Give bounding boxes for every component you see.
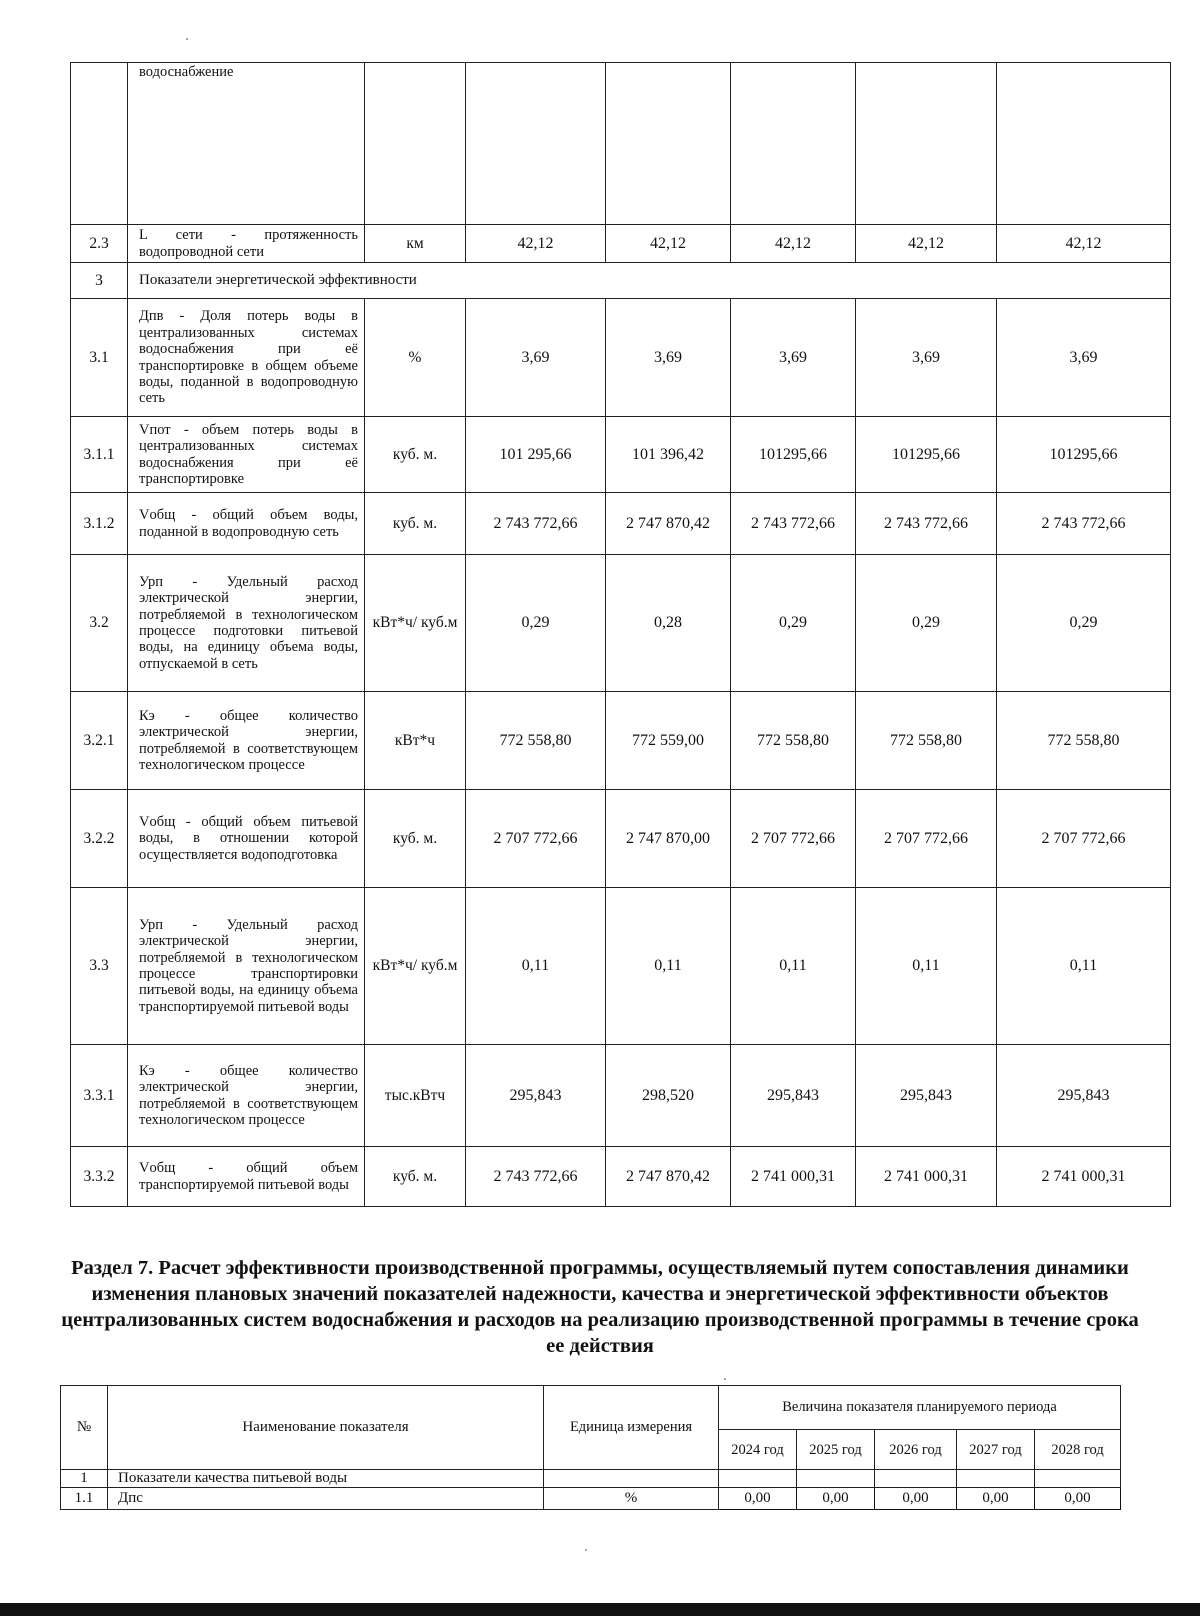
value-2028: 295,843 [997, 1045, 1171, 1147]
value-2028: 0,29 [997, 555, 1171, 692]
row-name: Vобщ - общий объем воды, поданной в водопроводную сеть [128, 493, 365, 555]
value-2025: 0,28 [606, 555, 731, 692]
row-number: 3.3.1 [71, 1045, 128, 1147]
row-unit: куб. м. [365, 493, 466, 555]
row-number: 3.1.2 [71, 493, 128, 555]
header-year: 2026 год [875, 1430, 957, 1470]
section-heading: Показатели энергетической эффективности [128, 263, 1171, 299]
row-unit: куб. м. [365, 790, 466, 888]
value-2024: 0,00 [719, 1488, 797, 1510]
value-2026: 0,11 [731, 888, 856, 1045]
section-row [71, 263, 1171, 299]
header-row [61, 1386, 1121, 1430]
value-2025: 101 396,42 [606, 417, 731, 493]
row-name: L сети - протяженность водопроводной сети [128, 225, 365, 263]
scan-speck [724, 1378, 726, 1380]
row-unit: кВт*ч/ куб.м [365, 888, 466, 1045]
header-year: 2028 год [1035, 1430, 1121, 1470]
row-name: Vпот - объем потерь воды в централизованных системах водоснабжения при её транспортировке [128, 417, 365, 493]
value-2028: 101295,66 [997, 417, 1171, 493]
row-unit: % [365, 299, 466, 417]
row-unit: куб. м. [365, 1147, 466, 1207]
table-row [71, 225, 1171, 263]
value-2026: 2 743 772,66 [731, 493, 856, 555]
indicators-table [70, 62, 1171, 1207]
value-2025: 0,00 [797, 1488, 875, 1510]
row-unit: куб. м. [365, 417, 466, 493]
table-row [61, 1470, 1121, 1488]
table-row [71, 790, 1171, 888]
row-unit: кВт*ч [365, 692, 466, 790]
value-2028: 42,12 [997, 225, 1171, 263]
value-2024: 772 558,80 [466, 692, 606, 790]
value-2028: 2 743 772,66 [997, 493, 1171, 555]
value-2027: 2 707 772,66 [856, 790, 997, 888]
table-row [71, 1147, 1171, 1207]
header-number: № [61, 1386, 108, 1470]
row-name: Vобщ - общий объем питьевой воды, в отношении которой осуществляется водоподготовка [128, 790, 365, 888]
efficiency-table [60, 1385, 1121, 1510]
value-2024: 3,69 [466, 299, 606, 417]
row-number: 3.3.2 [71, 1147, 128, 1207]
value-2024: 295,843 [466, 1045, 606, 1147]
row-number: 2.3 [71, 225, 128, 263]
value-2028: 0,00 [1035, 1488, 1121, 1510]
value-2026: 295,843 [731, 1045, 856, 1147]
value-2024: 2 743 772,66 [466, 493, 606, 555]
header-year: 2024 год [719, 1430, 797, 1470]
value-2027: 0,11 [856, 888, 997, 1045]
value-2027: 101295,66 [856, 417, 997, 493]
header-year: 2025 год [797, 1430, 875, 1470]
value-2024: 2 707 772,66 [466, 790, 606, 888]
row-name: водоснабжение [128, 63, 365, 225]
value-2027: 0,29 [856, 555, 997, 692]
row-unit: % [544, 1488, 719, 1510]
row-number: 1 [61, 1470, 108, 1488]
row-name: Дпс [108, 1488, 544, 1510]
header-name: Наименование показателя [108, 1386, 544, 1470]
value-2024: 101 295,66 [466, 417, 606, 493]
value-2028: 0,11 [997, 888, 1171, 1045]
value-2024: 0,11 [466, 888, 606, 1045]
value-2025: 42,12 [606, 225, 731, 263]
row-unit: тыс.кВтч [365, 1045, 466, 1147]
scan-speck [186, 38, 188, 40]
value-2025: 2 747 870,00 [606, 790, 731, 888]
row-number: 3.2.2 [71, 790, 128, 888]
value-2025: 2 747 870,42 [606, 493, 731, 555]
table-row [71, 299, 1171, 417]
table-row [71, 692, 1171, 790]
value-2028: 3,69 [997, 299, 1171, 417]
header-unit: Единица измерения [544, 1386, 719, 1470]
row-number: 3.2 [71, 555, 128, 692]
value-2027: 2 743 772,66 [856, 493, 997, 555]
value-2027: 0,00 [957, 1488, 1035, 1510]
value-2025: 298,520 [606, 1045, 731, 1147]
scan-edge [0, 1603, 1200, 1616]
value-2025: 0,11 [606, 888, 731, 1045]
value-2026: 772 558,80 [731, 692, 856, 790]
table-row [71, 555, 1171, 692]
value-2027: 772 558,80 [856, 692, 997, 790]
value-2026: 42,12 [731, 225, 856, 263]
row-number: 3.1.1 [71, 417, 128, 493]
row-name: Урп - Удельный расход электрической энергии, потребляемой в технологическом процессе транспортировки питьевой воды, на единицу объема транспортируемой питьевой воды [128, 888, 365, 1045]
table-row [71, 1045, 1171, 1147]
value-2027: 295,843 [856, 1045, 997, 1147]
table-row [71, 888, 1171, 1045]
row-number: 3.1 [71, 299, 128, 417]
value-2028: 772 558,80 [997, 692, 1171, 790]
value-2025: 3,69 [606, 299, 731, 417]
value-2025: 2 747 870,42 [606, 1147, 731, 1207]
row-name: Дпв - Доля потерь воды в централизованных системах водоснабжения при её транспортировке в общем объеме воды, поданной в водопроводную сеть [128, 299, 365, 417]
row-name: Кэ - общее количество электрической энергии, потребляемой в соответствующем технологическом процессе [128, 692, 365, 790]
value-2026: 101295,66 [731, 417, 856, 493]
value-2026: 2 707 772,66 [731, 790, 856, 888]
table-row [61, 1488, 1121, 1510]
value-2024: 42,12 [466, 225, 606, 263]
value-2024: 0,29 [466, 555, 606, 692]
value-2028: 2 707 772,66 [997, 790, 1171, 888]
value-2026: 2 741 000,31 [731, 1147, 856, 1207]
row-number: 3.2.1 [71, 692, 128, 790]
row-name: Кэ - общее количество электрической энергии, потребляемой в соответствующем технологическом процессе [128, 1045, 365, 1147]
value-2025: 772 559,00 [606, 692, 731, 790]
row-unit: км [365, 225, 466, 263]
value-2026: 3,69 [731, 299, 856, 417]
row-unit: кВт*ч/ куб.м [365, 555, 466, 692]
row-name: Показатели качества питьевой воды [108, 1470, 544, 1488]
value-2027: 42,12 [856, 225, 997, 263]
row-name: Урп - Удельный расход электрической энергии, потребляемой в технологическом процессе подготовки питьевой воды, на единицу объема воды, отпускаемой в сеть [128, 555, 365, 692]
value-2024: 2 743 772,66 [466, 1147, 606, 1207]
table-row [71, 417, 1171, 493]
section-title: Раздел 7. Расчет эффективности производственной программы, осуществляемый путем сопоставления динамики изменения плановых значений показателей надежности, качества и энергетической эффективности объектов централизованных систем водоснабжения и расходов на реализацию производственной программы в течение срока ее действия [61, 1257, 1139, 1357]
scan-speck [585, 1549, 587, 1551]
row-number: 1.1 [61, 1488, 108, 1510]
value-2027: 2 741 000,31 [856, 1147, 997, 1207]
value-2027: 3,69 [856, 299, 997, 417]
header-period: Величина показателя планируемого периода [719, 1386, 1121, 1430]
header-year: 2027 год [957, 1430, 1035, 1470]
row-name: Vобщ - общий объем транспортируемой питьевой воды [128, 1147, 365, 1207]
table-row [71, 63, 1171, 225]
row-number: 3.3 [71, 888, 128, 1045]
value-2028: 2 741 000,31 [997, 1147, 1171, 1207]
value-2026: 0,00 [875, 1488, 957, 1510]
row-number: 3 [71, 263, 128, 299]
table-row [71, 493, 1171, 555]
value-2026: 0,29 [731, 555, 856, 692]
